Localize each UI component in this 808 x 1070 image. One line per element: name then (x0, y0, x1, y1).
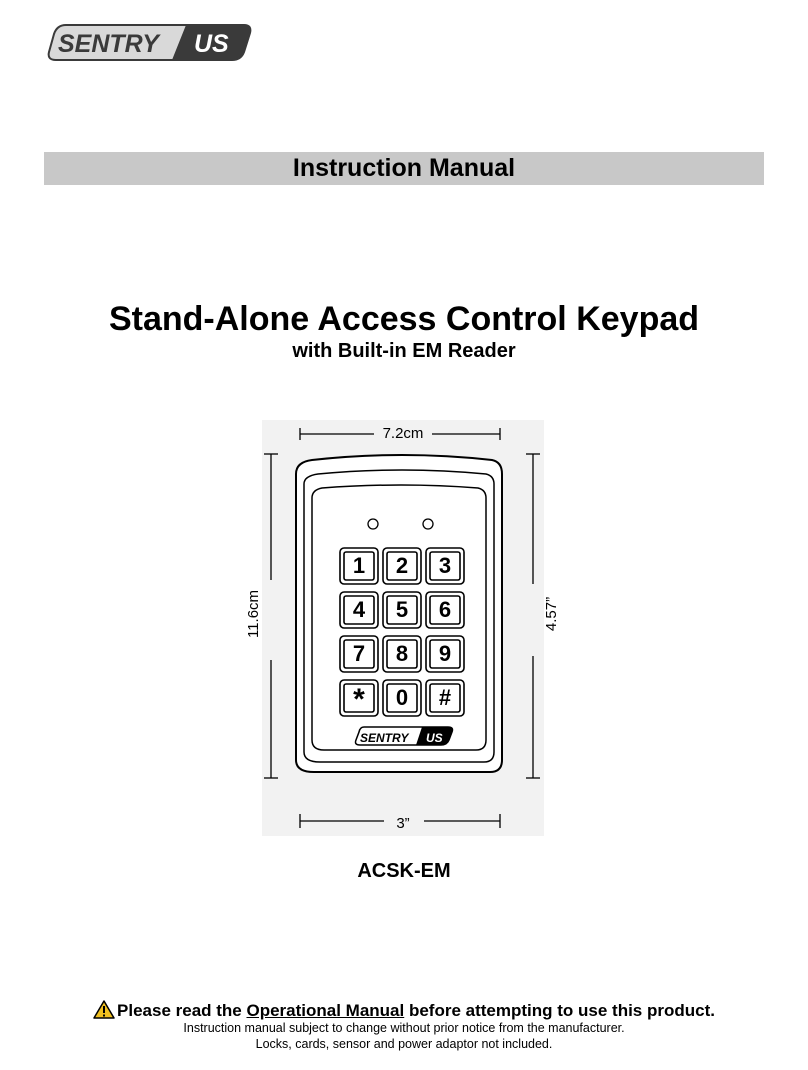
key-3: 3 (438, 553, 452, 578)
sentry-us-logo-graphic (44, 22, 254, 62)
notice-suffix: before attempting to use this product. (404, 1001, 715, 1020)
key-7: 7 (352, 641, 366, 666)
manual-banner (44, 152, 764, 185)
faceplate-logo-sentry: SENTRY (360, 731, 409, 745)
key-6: 6 (438, 597, 452, 622)
faceplate-logo (356, 727, 453, 745)
led-indicator-left (368, 519, 378, 529)
change-notice-text: Instruction manual subject to change without prior notice from the manufacturer. (183, 1021, 625, 1035)
operational-manual-link[interactable]: Operational Manual (246, 1001, 405, 1020)
keypad-drawing (262, 420, 544, 836)
faceplate-logo-us: US (426, 731, 443, 745)
model-number: ACSK-EM (357, 860, 451, 882)
key-9: 9 (438, 641, 452, 666)
width-imperial-label: 3” (396, 815, 410, 832)
height-metric-label: 11.6cm (245, 589, 262, 639)
product-title: Stand-Alone Access Control Keypad (108, 300, 700, 338)
key-8: 8 (395, 641, 409, 666)
notice-prefix: Please read the (117, 1001, 247, 1020)
key-5: 5 (395, 597, 409, 622)
logo-text-sentry: SENTRY (58, 30, 159, 58)
logo-text-us: US (194, 30, 229, 58)
height-imperial-label: 4.57” (543, 596, 560, 632)
key-2: 2 (395, 553, 409, 578)
banner-title: Instruction Manual (292, 154, 516, 182)
brand-logo (44, 22, 254, 62)
product-subtitle: with Built-in EM Reader (292, 340, 516, 362)
key-hash: # (438, 685, 452, 710)
led-indicator-right (423, 519, 433, 529)
key-1: 1 (352, 553, 366, 578)
key-0: 0 (395, 685, 409, 710)
width-metric-label: 7.2cm (382, 425, 424, 442)
key-star: * (353, 683, 365, 716)
not-included-text: Locks, cards, sensor and power adaptor not included. (255, 1037, 553, 1051)
key-4: 4 (352, 597, 366, 622)
keypad-dimension-diagram (245, 420, 560, 836)
